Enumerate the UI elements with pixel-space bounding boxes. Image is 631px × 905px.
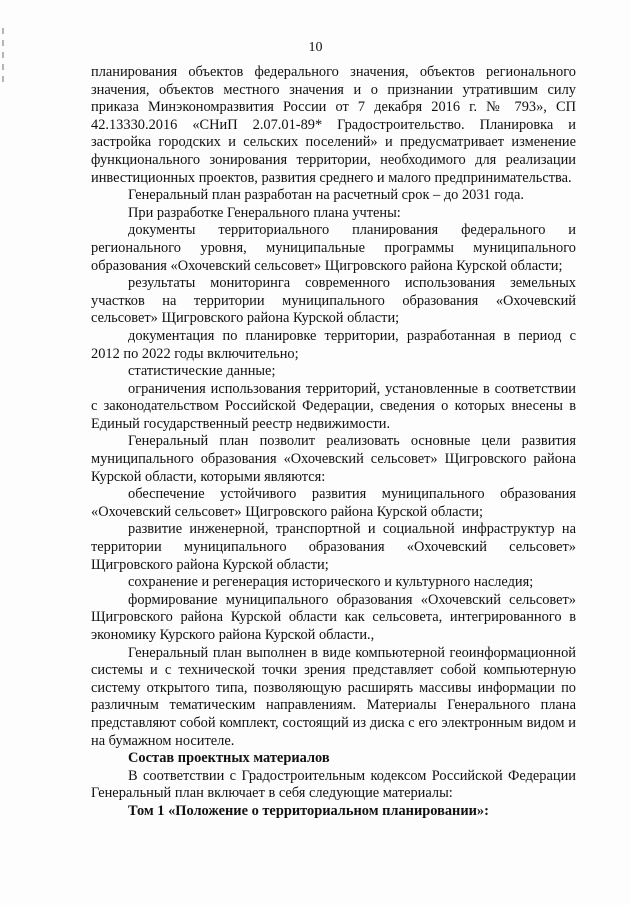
paragraph-continuation: планирования объектов федерального значения, объектов регионального значения, объектов местного значения и о признании утратившим силу приказа Минэкономразвития России от 7 декабря 2016 г. № 793», СП 42.13330.2016 «СНиП 2.07.01-89* Градостроительство. Планировка и застройка городских и сельских поселений» и предусматривает изменение функционального зонирования территории, необходимого для реализации инвестиционных проектов, развития среднего и малого предпринимательства. (91, 64, 576, 186)
section-heading: Состав проектных материалов (128, 750, 330, 767)
list-item-planning-documentation: документация по планировке территории, разработанная в период с 2012 по 2022 годы включительно; (91, 327, 576, 362)
paragraph-goals-intro: Генеральный план позволит реализовать основные цели развития муниципального образования «Охочевский сельсовет» Щигровского района Курской области, которыми являются: (91, 433, 576, 485)
page-number: 10 (308, 40, 323, 55)
list-item-monitoring-results: результаты мониторинга современного использования земельных участков на территории муниципального образования «Охочевский сельсовет» Щигровского района Курской области; (91, 275, 576, 327)
scan-mark (2, 64, 4, 70)
list-item-heritage: сохранение и регенерация исторического и культурного наследия; (128, 574, 534, 591)
scan-mark (2, 76, 4, 82)
paragraph-composition: В соответствии с Градостроительным кодексом Российской Федерации Генеральный план включает в себя следующие материалы: (91, 767, 576, 802)
list-item-planning-documents: документы территориального планирования федерального и регионального уровня, муниципальные программы муниципального образования «Охочевский сельсовет» Щигровского района Курской области; (91, 222, 576, 274)
document-body (91, 64, 576, 821)
paragraph-term: Генеральный план разработан на расчетный срок – до 2031 года. (128, 187, 524, 204)
list-item-sustainable-development: обеспечение устойчивого развития муниципального образования «Охочевский сельсовет» Щигровского района Курской области; (91, 486, 576, 520)
paragraph-considered-intro: При разработке Генерального плана учтены: (128, 204, 401, 221)
volume-heading: Том 1 «Положение о территориальном планировании»: (128, 802, 489, 819)
list-item-statistics: статистические данные; (128, 363, 276, 380)
list-item-restrictions: ограничения использования территорий, установленные в соответствии с законодательством Российской Федерации, сведения о которых внесены в Единый государственный реестр недвижимости. (91, 380, 576, 432)
list-item-formation: формирование муниципального образования «Охочевский сельсовет» Щигровского района Курской области как сельсовета, интегрированного в экономику Курского района Курской области., (91, 591, 576, 643)
paragraph-gis: Генеральный план выполнен в виде компьютерной геоинформационной системы и с технической точки зрения представляет собой компьютерную систему открытого типа, позволяющую расширять массивы информации по различным тематическим направлениям. Материалы Генерального плана представляют собой комплект, состоящий из диска с его электронным видом и на бумажном носителе. (91, 644, 576, 749)
list-item-infrastructure: развитие инженерной, транспортной и социальной инфраструктур на территории муниципального образования «Охочевский сельсовет» Щигровского района Курской области; (91, 521, 576, 573)
scan-edge-marks (2, 28, 5, 98)
scan-mark (2, 28, 4, 34)
